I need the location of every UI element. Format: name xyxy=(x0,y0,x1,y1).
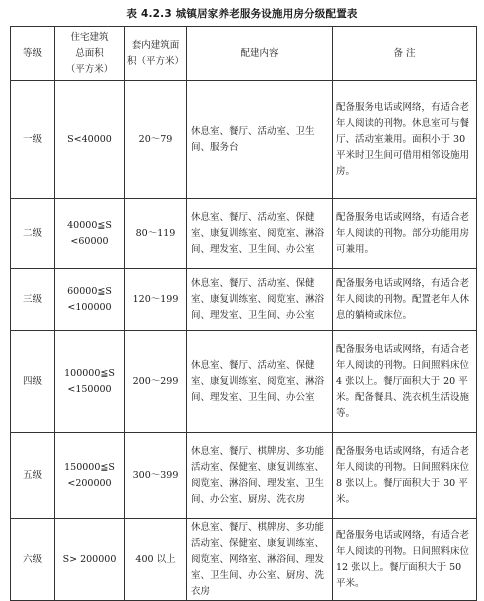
total-area-cell xyxy=(55,433,125,519)
table-row xyxy=(11,81,477,199)
total-area-line: <200000 xyxy=(67,477,112,489)
total-area-cell xyxy=(55,519,125,601)
header-row xyxy=(11,27,477,81)
total-area-line: 60000≦S xyxy=(67,285,112,297)
header-note: 备 注 xyxy=(333,27,477,81)
note-cell: 配备服务电话或网络，有适合老年人阅读的刊物。日间照料床位 8 张以上。餐厅面积大于 30 平米。 xyxy=(333,433,477,519)
total-area-cell xyxy=(55,331,125,433)
inner-area-cell: 400 以上 xyxy=(125,519,187,601)
total-area-line: <60000 xyxy=(70,235,109,247)
total-area-line: 100000≦S xyxy=(64,367,115,379)
inner-area-cell: 200～299 xyxy=(125,331,187,433)
header-total-area-line: （平方米） xyxy=(65,63,114,75)
inner-area-cell: 300～399 xyxy=(125,433,187,519)
header-inner-area xyxy=(125,27,187,81)
content-cell: 休息室、餐厅、活动室、保健室、康复训练室、阅览室、淋浴间、理发室、卫生间、办公室 xyxy=(187,331,333,433)
note-cell: 配备服务电话或网络，有适合老年人阅读的刊物。部分功能用房可兼用。 xyxy=(333,199,477,269)
content-cell: 休息室、餐厅、活动室、保健室、康复训练室、阅览室、淋浴间、理发室、卫生间、办公室 xyxy=(187,269,333,331)
content-cell: 休息室、餐厅、活动室、卫生间、服务台 xyxy=(187,81,333,199)
note-cell: 配备服务电话或网络，有适合老年人阅读的刊物。休息室可与餐厅、活动室兼用。面积小于 30 平米时卫生间可借用相邻设施用房。 xyxy=(333,81,477,199)
total-area-cell xyxy=(55,269,125,331)
table-row xyxy=(11,331,477,433)
total-area-line: S<40000 xyxy=(67,133,112,145)
header-inner-area-line: 套内建筑面 xyxy=(131,39,180,51)
total-area-cell xyxy=(55,81,125,199)
total-area-line: 40000≦S xyxy=(67,219,112,231)
note-cell: 配备服务电话或网络，有适合老年人阅读的刊物。配置老年人休息的躺椅或床位。 xyxy=(333,269,477,331)
content-cell: 休息室、餐厅、棋牌房、多功能活动室、保健室、康复训练室、阅览室、网络室、淋浴间、理发室、卫生间、办公室、厨房、洗衣房 xyxy=(187,519,333,601)
inner-area-cell: 80～119 xyxy=(125,199,187,269)
total-area-line: 150000≦S xyxy=(64,461,115,473)
total-area-cell xyxy=(55,199,125,269)
header-content: 配建内容 xyxy=(187,27,333,81)
table-title: 表 4.2.3 城镇居家养老服务设施用房分级配置表 xyxy=(126,8,358,20)
config-table xyxy=(10,26,477,601)
header-inner-area-line: 积（平方米） xyxy=(126,55,184,67)
header-level: 等级 xyxy=(11,27,55,81)
header-total-area-line: 总面积 xyxy=(75,47,104,59)
inner-area-cell: 20～79 xyxy=(125,81,187,199)
note-cell: 配备服务电话或网络，有适合老年人阅读的刊物。日间照料床位 4 张以上。餐厅面积大于 20 平米。配备餐具、洗衣机生活设施等。 xyxy=(333,331,477,433)
level-cell: 三级 xyxy=(11,269,55,331)
level-cell: 五级 xyxy=(11,433,55,519)
header-total-area xyxy=(55,27,125,81)
total-area-line: <150000 xyxy=(67,383,112,395)
table-row xyxy=(11,433,477,519)
table-row xyxy=(11,269,477,331)
table-row xyxy=(11,519,477,601)
content-cell: 休息室、餐厅、活动室、保健室、康复训练室、阅览室、淋浴间、理发室、卫生间、办公室 xyxy=(187,199,333,269)
level-cell: 四级 xyxy=(11,331,55,433)
total-area-line: <100000 xyxy=(67,301,112,313)
note-cell: 配备服务电话或网络，有适合老年人阅读的刊物。日间照料床位 12 张以上。餐厅面积大于 50 平米。 xyxy=(333,519,477,601)
header-total-area-line: 住宅建筑 xyxy=(70,31,109,43)
level-cell: 二级 xyxy=(11,199,55,269)
content-cell: 休息室、餐厅、棋牌房、多功能活动室、保健室、康复训练室、阅览室、淋浴间、理发室、卫生间、办公室、厨房、洗衣房 xyxy=(187,433,333,519)
level-cell: 六级 xyxy=(11,519,55,601)
total-area-line: S> 200000 xyxy=(62,553,117,565)
level-cell: 一级 xyxy=(11,81,55,199)
inner-area-cell: 120～199 xyxy=(125,269,187,331)
table-row xyxy=(11,199,477,269)
